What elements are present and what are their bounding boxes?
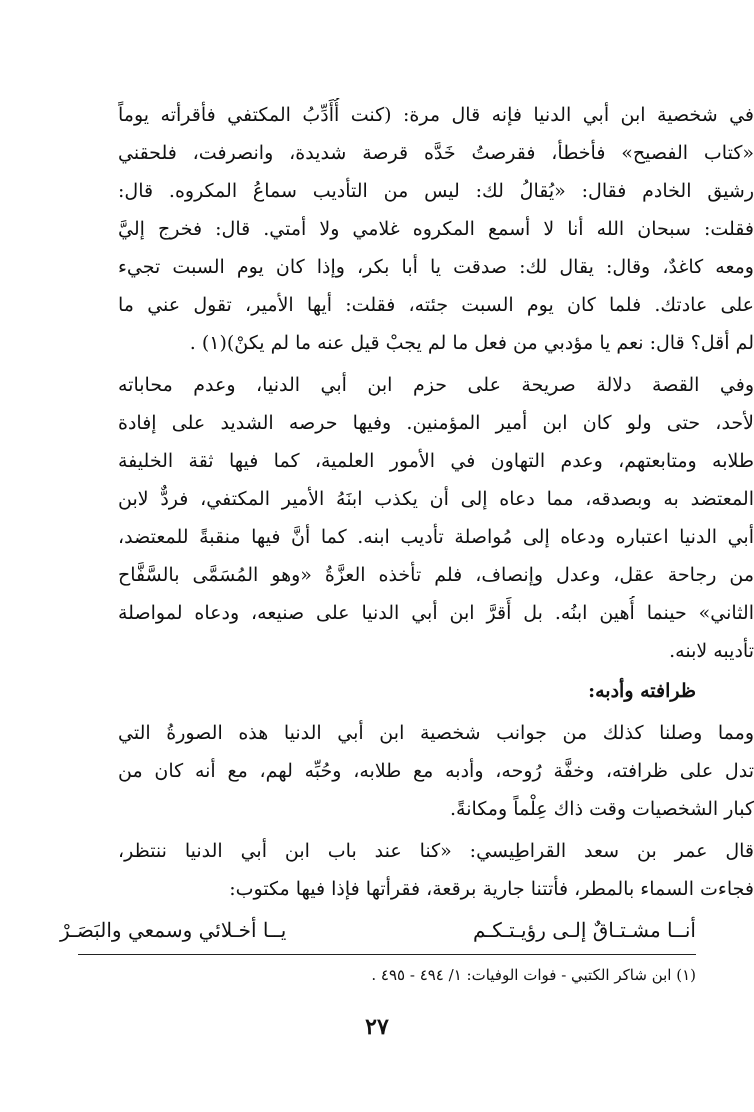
poetry-verse	[60, 910, 696, 950]
text-line: ومعه كاغدٌ، وقال: يقال لك: صدقت يا أبا بكر، وإذا كان يوم السبت تجيء	[118, 256, 754, 278]
text-line: كبار الشخصيات وقت ذاك عِلْماً ومكانةً.	[450, 798, 754, 820]
footnote-divider	[78, 954, 696, 955]
verse-second-hemistich: يــا أخـلائي وسمعي والبَصَـرْ	[60, 918, 287, 942]
text-line: في شخصية ابن أبي الدنيا فإنه قال مرة: (كنت أُأَدِّبُ المكتفي فأقرأته يوماً	[118, 104, 754, 126]
text-line: «كتاب الفصيح» فأخطأ، فقرصتُ خَدَّه قرصة شديدة، وانصرفت، فلحقني	[118, 142, 754, 164]
text-line: رشيق الخادم فقال: «يُقالُ لك: ليس من التأديب سماعُ المكروه. قال:	[118, 180, 754, 202]
page-number: ٢٧	[365, 1014, 389, 1040]
text-line: الثاني» حينما أُهين ابنُه. بل أَقرَّ ابن أبي الدنيا على صنيعه، ودعاه لمواصلة	[118, 602, 754, 624]
text-line: لم أقل؟ قال: نعم يا مؤدبي من فعل ما لم يجبْ قيل عنه ما لم يكنْ)(١) .	[189, 332, 754, 354]
text-line: وفي القصة دلالة صريحة على حزم ابن أبي الدنيا، وعدم محاباته	[118, 374, 754, 396]
text-line: فجاءت السماء بالمطر، فأتتنا جارية برقعة، فقرأتها فإذا فيها مكتوب:	[229, 878, 754, 900]
text-line: قال عمر بن سعد القراطِيسي: «كنا عند باب ابن أبي الدنيا ننتظر،	[118, 840, 754, 862]
footnote: (١) ابن شاكر الكتبي - فوات الوفيات: ١/ ٤٩٤ - ٤٩٥ .	[371, 966, 696, 984]
text-line: من رجاحة عقل، وعدل وإنصاف، فلم تأخذه العزَّةُ «وهو المُسَمَّى بالسَّفَّاح	[118, 564, 754, 586]
text-line: تأديبه لابنه.	[669, 640, 754, 662]
section-heading: ظرافته وأدبه:	[588, 680, 696, 702]
text-line: على عادتك. فلما كان يوم السبت جئته، فقلت: أيها الأمير، تقول عني ما	[118, 294, 754, 316]
text-line: المعتضد به وبصدقه، مما دعاه إلى أن يكذب ابنَهُ الأمير المكتفي، فردٌّ لابن	[118, 488, 754, 510]
text-line: تدل على ظرافته، وخفَّة رُوحه، وأدبه مع طلابه، وحُبِّه لهم، مع أنه كان من	[118, 760, 754, 782]
text-line: ومما وصلنا كذلك من جوانب شخصية ابن أبي الدنيا هذه الصورةُ التي	[118, 722, 754, 744]
text-line: فقلت: سبحان الله أنا لا أسمع المكروه غلامي ولا أمتي. قال: فخرج إليَّ	[118, 218, 754, 240]
verse-first-hemistich: أنــا مشـتـاقٌ إلـى رؤيـتـكـم	[473, 918, 696, 942]
text-line: لأحد، حتى ولو كان ابن أمير المؤمنين. وفيها حرصه الشديد على إفادة	[118, 412, 754, 434]
text-line: طلابه ومتابعتهم، وعدم التهاون في الأمور العلمية، كما فيها ثقة الخليفة	[118, 450, 754, 472]
text-line: أبي الدنيا اعتباره ودعاه إلى مُواصلة تأديب ابنه. كما أنَّ فيها منقبةً للمعتضد،	[118, 526, 754, 548]
